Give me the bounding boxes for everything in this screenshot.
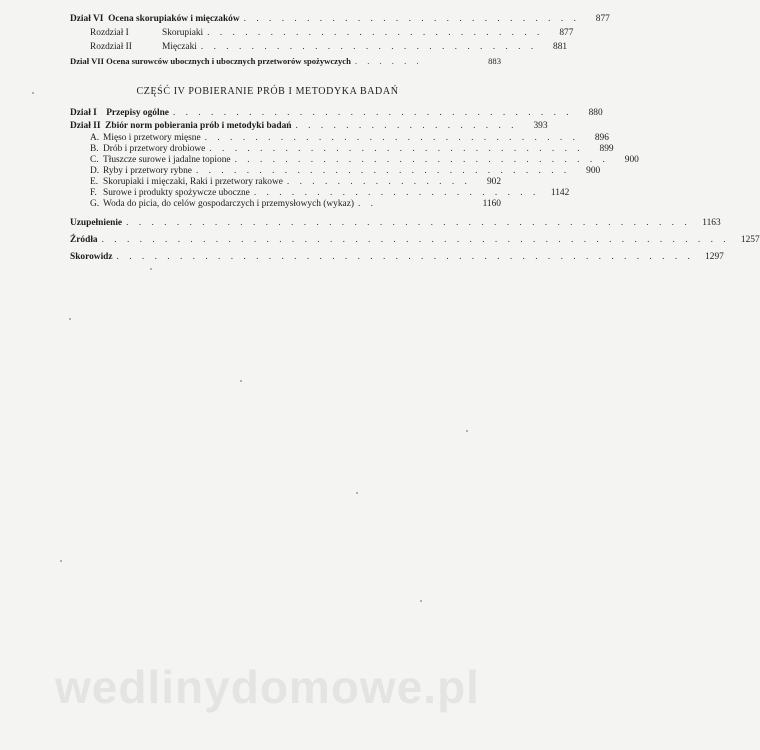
watermark: wedlinydomowe.pl — [55, 661, 480, 713]
dot-leader: . . . . . . . . . . . . . . . . . . . . . . . — [253, 188, 540, 198]
entry-page: 899 — [599, 144, 614, 154]
entry-title: Ocena skorupiaków i mięczaków — [108, 14, 240, 24]
toc-entry-dzial-vii — [70, 56, 501, 67]
dot-leader: . . . . . . . . . . . . . . . . . . . . . . . . . . . . . . . . . . . . . . . . . . . . . . . . . . — [101, 235, 730, 245]
toc-entry-zrodla — [70, 235, 760, 246]
entry-label: Dział I — [70, 108, 97, 118]
entry-page: 1257 — [740, 235, 760, 245]
entry-page: 1297 — [705, 252, 724, 262]
entry-title: Skorowidz — [70, 252, 113, 262]
entry-title: Mięczaki — [162, 42, 197, 52]
part-title: CZĘŚĆ IV POBIERANIE PRÓB I METODYKA BADAŃ — [136, 86, 399, 97]
entry-title: Ocena surowców ubocznych i ubocznych przetworów spożywczych — [106, 56, 351, 66]
scan-speck — [32, 92, 34, 94]
dot-leader: . . . . . . . . . . . . . . . . . . . . . . . . . . . . . . — [234, 155, 609, 165]
toc-entry-d — [90, 166, 601, 177]
entry-page: 877 — [559, 28, 574, 38]
toc-entry-skorowidz — [70, 252, 724, 263]
entry-title: Ryby i przetwory rybne — [103, 166, 192, 176]
toc-entry-dzial-ii — [70, 121, 548, 132]
entry-page: 1142 — [550, 188, 570, 198]
entry-title: Tłuszcze surowe i jadalne topione — [103, 155, 231, 165]
dot-leader: . . — [357, 199, 378, 209]
toc-entry-c — [90, 155, 639, 166]
scan-speck — [150, 268, 152, 270]
scan-speck — [356, 492, 358, 494]
scan-speck — [420, 600, 422, 602]
entry-page: 883 — [488, 56, 501, 66]
entry-title: Drób i przetwory drobiowe — [103, 144, 206, 154]
entry-page: 1163 — [702, 218, 721, 228]
entry-page: 393 — [533, 121, 548, 131]
scan-speck — [69, 318, 71, 320]
dot-leader: . . . . . . . . . . . . . . . . . . . . . . . . . . . . . . . . . . . . . . . . . . . . . — [126, 218, 691, 228]
toc-entry-rozdzial-ii — [90, 42, 568, 53]
entry-label: Dział II — [70, 121, 101, 131]
entry-title: Skorupiaki i mięczaki, Raki i przetwory rakowe — [103, 177, 283, 187]
toc-entry-b — [90, 144, 614, 155]
entry-title: Źródła — [70, 235, 98, 245]
dot-leader: . . . . . . . . . . . . . . . . . . . . . . . . . . . — [243, 14, 580, 24]
entry-page: 900 — [624, 155, 639, 165]
scan-speck — [60, 560, 62, 562]
dot-leader: . . . . . . . . . . . . . . . . . . . . . . . . . . . . . . — [195, 166, 571, 176]
entry-title: Mięso i przetwory mięsne — [103, 133, 201, 143]
dot-leader: . . . . . . . . . . . . . . . — [286, 177, 471, 187]
entry-title: Skorupiaki — [162, 28, 204, 38]
entry-title: Surowe i produkty spożywcze uboczne — [103, 188, 250, 198]
entry-page: 896 — [594, 133, 609, 143]
entry-label: A. — [90, 133, 100, 143]
toc-entry-g — [90, 199, 501, 210]
entry-label: G. — [90, 199, 100, 209]
entry-page: 877 — [595, 14, 610, 24]
toc-entry-f — [90, 188, 570, 199]
entry-page: 881 — [553, 42, 568, 52]
entry-page: 900 — [586, 166, 601, 176]
dot-leader: . . . . . . . . . . . . . . . . . . . . . . . . . . . — [207, 28, 544, 38]
entry-title: Zbiór norm pobierania prób i metodyki badań — [105, 121, 292, 131]
dot-leader: . . . . . . . . . . . . . . . . . . . . . . . . . . . . . . . . . . . . . . . . . . . . . . — [116, 252, 694, 262]
entry-label: D. — [90, 166, 100, 176]
toc-entry-uzupelnienie — [70, 218, 721, 229]
dot-leader: . . . . . . . . . . . . . . . . . . . . . . . . . . . . . . — [204, 133, 579, 143]
entry-title: Przepisy ogólne — [106, 108, 169, 118]
toc-entry-a — [90, 133, 609, 144]
entry-label: Rozdział I — [90, 28, 129, 38]
entry-label: B. — [90, 144, 99, 154]
dot-leader: . . . . . . . . . . . . . . . . . . — [295, 121, 518, 131]
toc-entry-dzial-i — [70, 108, 603, 119]
scan-speck — [466, 430, 468, 432]
toc-entry-rozdzial-i — [90, 28, 574, 39]
dot-leader: . . . . . . — [354, 56, 423, 66]
entry-label: C. — [90, 155, 99, 165]
entry-title: Uzupełnienie — [70, 218, 123, 228]
entry-label: F. — [90, 188, 97, 198]
entry-label: E. — [90, 177, 99, 187]
dot-leader: . . . . . . . . . . . . . . . . . . . . . . . . . . . — [200, 42, 538, 52]
scan-speck — [240, 380, 242, 382]
entry-title: Woda do picia, do celów gospodarczych i przemysłowych (wykaz) — [103, 199, 354, 209]
entry-label: Rozdział II — [90, 42, 132, 52]
dot-leader: . . . . . . . . . . . . . . . . . . . . . . . . . . . . . . — [209, 144, 584, 154]
toc-entry-dzial-vi — [70, 14, 610, 25]
entry-page: 902 — [486, 177, 501, 187]
dot-leader: . . . . . . . . . . . . . . . . . . . . . . . . . . . . . . . . — [172, 108, 573, 118]
toc-entry-e — [90, 177, 501, 188]
entry-label: Dział VI — [70, 14, 104, 24]
entry-label: Dział VII — [70, 56, 104, 66]
entry-page: 880 — [588, 108, 603, 118]
entry-page: 1160 — [482, 199, 501, 209]
